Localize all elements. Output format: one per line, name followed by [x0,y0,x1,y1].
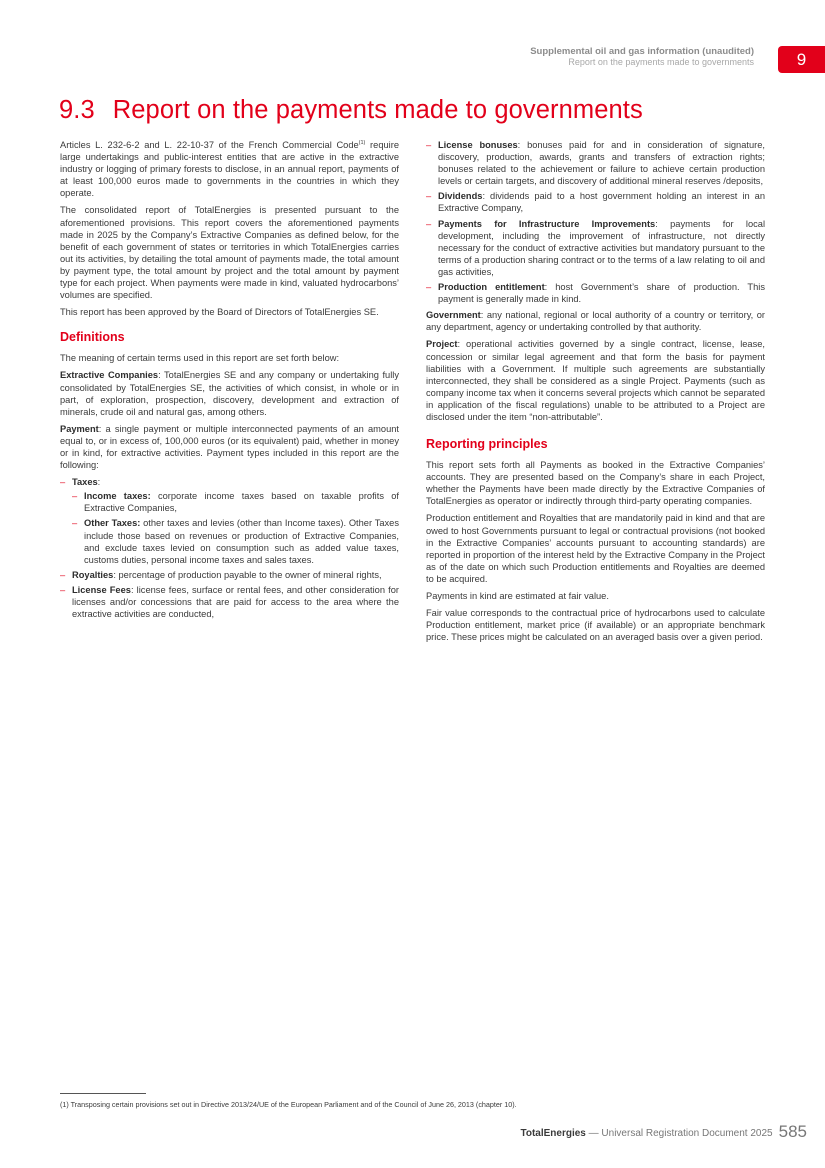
list-item-taxes: – Taxes: – Income taxes: corporate income taxes based on taxable profits of Extractive Companies, – Other Taxes: other taxes and levies (other than Income taxes). Other Taxes include those based on revenues or production of Extractive Companies, and exclude taxes levied on consumption such as added value taxes, customs duties, personal income taxes and sales taxes. [60,476,399,566]
definition-payment: Payment: a single payment or multiple interconnected payments of an amount equal to, or in excess of, 100,000 euros (or its equivalent) paid, whether in money or in kind, for extractive activities. Payment types included in this report are the following: [60,423,399,471]
subsection-title: Report on the payments made to governments [568,57,754,67]
list-item-infrastructure: – Payments for Infrastructure Improvements: payments for local development, including the improvement of infrastructure, not directly necessary for the conduct of extractive activities but mandatory pursuant to the terms of a production sharing contract or to the terms of a law relating to oil and gas activities, [426,218,765,278]
chapter-tab[interactable]: 9 [778,46,825,73]
page-number: 585 [778,1122,807,1141]
footnote-divider [60,1093,146,1094]
taxes-sublist [72,490,399,566]
running-header [530,46,754,68]
definition-government: Government: any national, regional or local authority of a country or territory, or any department, agency or undertaking controlled by that authority. [426,310,765,333]
reporting-principles-heading: Reporting principles [426,437,548,452]
payment-types-list-continued [426,139,765,305]
definition-extractive-companies: Extractive Companies: TotalEnergies SE and any company or undertaking fully consolidated by TotalEnergies SE, the activities of which consist, in whole or in part, of exploration, prospection, discovery, development and extraction of minerals, crude oil and natural gas, among others. [60,370,399,417]
list-item-dividends: – Dividends: dividends paid to a host government holding an interest in an Extractive Company, [426,190,765,214]
reporting-paragraph-2: Production entitlement and Royalties that are mandatorily paid in kind and that are owed to host Governments pursuant to legal or contractual provisions (not booked in the Extractive Companies’ accounts pursuant to accounting standards) are reported in proportion of the interest held by the Extractive Company in the Project as of the date on which such Production entitlements and Royalties are deemed to be acquired. [426,513,765,584]
page-title [59,96,643,125]
footer-document: — Universal Registration Document 2025 [585,1128,773,1139]
list-item-royalties: – Royalties: percentage of production payable to the owner of mineral rights, [60,569,399,581]
reporting-paragraph-1: This report sets forth all Payments as booked in the Extractive Companies’ accounts. They are presented based on the Company’s share in each Project, whether the Payments have been made directly by the Extractive Companies of TotalEnergies as operator or indirectly through third-party operating companies. [426,460,765,507]
list-item-other-taxes: – Other Taxes: other taxes and levies (other than Income taxes). Other Taxes include those based on revenues or production of Extractive Companies, and exclude taxes levied on consumption such as added value taxes, customs duties, personal income taxes and sales taxes. [72,517,399,565]
intro-paragraph-3: This report has been approved by the Board of Directors of TotalEnergies SE. [60,307,379,318]
section-number: 9.3 [59,96,95,124]
right-column [426,139,765,648]
list-item-production-entitlement: – Production entitlement: host Government’s share of production. This payment is generally made in kind. [426,281,765,305]
intro-paragraph-1: Articles L. 232-6-2 and L. 22-10-37 of the French Commercial Code$^{(1)}$ require large undertakings and public-interest entities that are active in the extractive industry or logging of primary forests to disclose, in an annual report, payments of at least 100,000 euros made to governments in the countries in which they operate. [60,139,399,199]
definition-project: Project: operational activities governed by a single contract, license, lease, concession or similar legal agreement and that form the basis for payment liabilities with a Government. If multiple such agreements are substantially interconnected, they shall be considered as a single Project. Payments (such as company income tax when it concerns several projects which cannot be separated in application of the fiscal regulations) unable to be attributed to a Project are disclosed under the item “non-attributable”. [426,339,766,422]
footer-company: TotalEnergies [520,1128,586,1139]
reporting-paragraph-3: Payments in kind are estimated at fair value. [426,591,609,601]
definitions-heading: Definitions [60,330,125,345]
footnote-ref[interactable]: (1) [358,139,366,146]
title-text: Report on the payments made to governments [112,96,643,124]
left-column [60,139,399,624]
definitions-lead: The meaning of certain terms used in this report are set forth below: [60,353,340,364]
reporting-paragraph-4: Fair value corresponds to the contractual price of hydrocarbons used to calculate Production entitlement, market price (if available) or an appropriate benchmark price. These prices might be calculated on an averaged basis over a given period. [426,608,765,643]
footnote: (1) Transposing certain provisions set out in Directive 2013/24/UE of the European Parliament and of the Council of June 26, 2013 (chapter 10). [60,1100,517,1109]
list-item-license-fees: – License Fees: license fees, surface or rental fees, and other consideration for licenses and/or concessions that are paid for access to the area where the extractive activities are conducted, [60,584,399,620]
intro-paragraph-2: The consolidated report of TotalEnergies is presented pursuant to the aforementioned provisions. This report covers the aforementioned payments made in 2025 by the Company’s Extractive Companies as defined below, for the benefit of each government of states or territories in which TotalEnergies carries out its activities, by detailing the total amount of payments made, the total amount by payment type, the total amount by project and the total amount by payment type for each project. When payments were made in kind, valuated hydrocarbons’ volumes are specified. [60,205,399,301]
payment-types-list [60,476,399,620]
list-item-income-taxes: – Income taxes: corporate income taxes based on taxable profits of Extractive Companies, [72,490,399,514]
page-footer [520,1122,807,1142]
list-item-license-bonuses: – License bonuses: bonuses paid for and in consideration of signature, discovery, production, awards, grants and transfers of extraction rights; bonuses related to the achievement or failure to achieve certain production levels or certain targets, and discovery of additional mineral reserves /deposits, [426,139,765,187]
section-title: Supplemental oil and gas information (unaudited) [530,46,754,57]
